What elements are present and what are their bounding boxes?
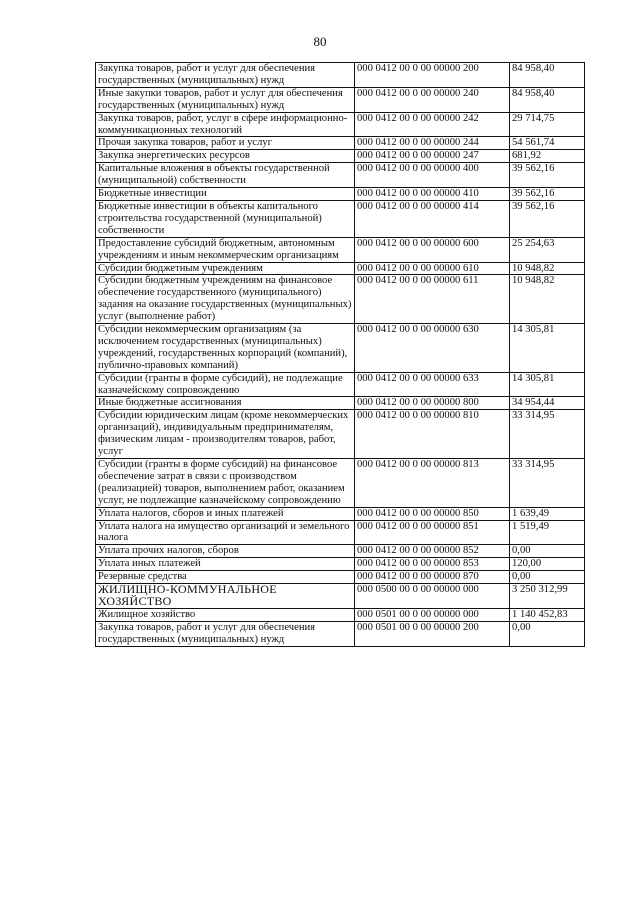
expense-name: Уплата налогов, сборов и иных платежей bbox=[96, 507, 355, 520]
table-row bbox=[96, 324, 585, 373]
expense-name: Субсидии (гранты в форме субсидий) на финансовое обеспечение затрат в связи с производством (реализацией) товаров, выполнением работ, оказанием услуг, не подлежащие казначейскому сопровождению bbox=[96, 459, 355, 508]
expense-name: Жилищное хозяйство bbox=[96, 608, 355, 621]
budget-code: 000 0412 00 0 00 00000 610 bbox=[355, 262, 510, 275]
table-row bbox=[96, 507, 585, 520]
budget-code: 000 0412 00 0 00 00000 870 bbox=[355, 571, 510, 584]
expense-name: Бюджетные инвестиции bbox=[96, 188, 355, 201]
amount: 0,00 bbox=[510, 621, 585, 646]
table-row bbox=[96, 237, 585, 262]
amount: 34 954,44 bbox=[510, 397, 585, 410]
expense-name: Предоставление субсидий бюджетным, автономным учреждениям и иным некоммерческим организациям bbox=[96, 237, 355, 262]
table-row bbox=[96, 87, 585, 112]
expense-name: Закупка товаров, работ и услуг для обеспечения государственных (муниципальных) нужд bbox=[96, 63, 355, 88]
amount: 84 958,40 bbox=[510, 87, 585, 112]
expense-name: Резервные средства bbox=[96, 571, 355, 584]
amount: 39 562,16 bbox=[510, 163, 585, 188]
budget-code: 000 0412 00 0 00 00000 633 bbox=[355, 372, 510, 397]
budget-code: 000 0412 00 0 00 00000 800 bbox=[355, 397, 510, 410]
expense-name: Иные закупки товаров, работ и услуг для обеспечения государственных (муниципальных) нужд bbox=[96, 87, 355, 112]
table-row bbox=[96, 137, 585, 150]
expense-name: Прочая закупка товаров, работ и услуг bbox=[96, 137, 355, 150]
table-row bbox=[96, 397, 585, 410]
table-row bbox=[96, 608, 585, 621]
table-row bbox=[96, 558, 585, 571]
budget-code: 000 0412 00 0 00 00000 850 bbox=[355, 507, 510, 520]
expense-name: Закупка энергетических ресурсов bbox=[96, 150, 355, 163]
budget-code: 000 0412 00 0 00 00000 247 bbox=[355, 150, 510, 163]
budget-code: 000 0412 00 0 00 00000 851 bbox=[355, 520, 510, 545]
amount: 33 314,95 bbox=[510, 410, 585, 459]
amount: 39 562,16 bbox=[510, 188, 585, 201]
amount: 10 948,82 bbox=[510, 262, 585, 275]
table-row bbox=[96, 63, 585, 88]
expense-name: Субсидии бюджетным учреждениям на финансовое обеспечение государственного (муниципального) задания на оказание государственных (муниципальных) услуг (выполнение работ) bbox=[96, 275, 355, 324]
table-row bbox=[96, 459, 585, 508]
amount: 10 948,82 bbox=[510, 275, 585, 324]
table-row bbox=[96, 188, 585, 201]
budget-code: 000 0500 00 0 00 00000 000 bbox=[355, 584, 510, 609]
amount: 681,92 bbox=[510, 150, 585, 163]
budget-code: 000 0412 00 0 00 00000 813 bbox=[355, 459, 510, 508]
budget-code: 000 0412 00 0 00 00000 410 bbox=[355, 188, 510, 201]
expense-name: Иные бюджетные ассигнования bbox=[96, 397, 355, 410]
expense-name: Закупка товаров, работ и услуг для обеспечения государственных (муниципальных) нужд bbox=[96, 621, 355, 646]
budget-code: 000 0412 00 0 00 00000 853 bbox=[355, 558, 510, 571]
amount: 0,00 bbox=[510, 571, 585, 584]
table-row bbox=[96, 112, 585, 137]
table-row bbox=[96, 200, 585, 237]
amount: 39 562,16 bbox=[510, 200, 585, 237]
budget-code: 000 0412 00 0 00 00000 611 bbox=[355, 275, 510, 324]
budget-code: 000 0412 00 0 00 00000 244 bbox=[355, 137, 510, 150]
expense-name: Бюджетные инвестиции в объекты капитального строительства государственной (муниципальной) собственности bbox=[96, 200, 355, 237]
budget-code: 000 0412 00 0 00 00000 200 bbox=[355, 63, 510, 88]
page-number: 80 bbox=[313, 34, 327, 49]
amount: 120,00 bbox=[510, 558, 585, 571]
expense-name: Субсидии юридическим лицам (кроме некоммерческих организаций), индивидуальным предпринимателям, физическим лицам - производителям товаров, работ, услуг bbox=[96, 410, 355, 459]
table-row bbox=[96, 520, 585, 545]
amount: 1 140 452,83 bbox=[510, 608, 585, 621]
budget-code: 000 0412 00 0 00 00000 852 bbox=[355, 545, 510, 558]
amount: 33 314,95 bbox=[510, 459, 585, 508]
expense-name: Уплата иных платежей bbox=[96, 558, 355, 571]
budget-code: 000 0501 00 0 00 00000 000 bbox=[355, 608, 510, 621]
table-row bbox=[96, 275, 585, 324]
expense-name: Субсидии (гранты в форме субсидий), не подлежащие казначейскому сопровождению bbox=[96, 372, 355, 397]
budget-code: 000 0412 00 0 00 00000 810 bbox=[355, 410, 510, 459]
table-row bbox=[96, 262, 585, 275]
table-row bbox=[96, 545, 585, 558]
table-row bbox=[96, 410, 585, 459]
amount: 25 254,63 bbox=[510, 237, 585, 262]
amount: 54 561,74 bbox=[510, 137, 585, 150]
expense-name: Капитальные вложения в объекты государственной (муниципальной) собственности bbox=[96, 163, 355, 188]
budget-code: 000 0412 00 0 00 00000 242 bbox=[355, 112, 510, 137]
amount: 14 305,81 bbox=[510, 372, 585, 397]
expense-name: Субсидии некоммерческим организациям (за исключением государственных (муниципальных) учреждений, государственных корпораций (компаний), публично-правовых компаний) bbox=[96, 324, 355, 373]
section-row bbox=[96, 584, 585, 609]
expense-name: Уплата прочих налогов, сборов bbox=[96, 545, 355, 558]
budget-code: 000 0412 00 0 00 00000 414 bbox=[355, 200, 510, 237]
amount: 0,00 bbox=[510, 545, 585, 558]
table-body bbox=[96, 63, 585, 647]
amount: 3 250 312,99 bbox=[510, 584, 585, 609]
amount: 29 714,75 bbox=[510, 112, 585, 137]
budget-code: 000 0412 00 0 00 00000 240 bbox=[355, 87, 510, 112]
table-row bbox=[96, 150, 585, 163]
expense-name: Субсидии бюджетным учреждениям bbox=[96, 262, 355, 275]
amount: 1 639,49 bbox=[510, 507, 585, 520]
budget-code: 000 0412 00 0 00 00000 630 bbox=[355, 324, 510, 373]
amount: 1 519,49 bbox=[510, 520, 585, 545]
expense-name: Закупка товаров, работ, услуг в сфере информационно-коммуникационных технологий bbox=[96, 112, 355, 137]
budget-code: 000 0501 00 0 00 00000 200 bbox=[355, 621, 510, 646]
table-row bbox=[96, 163, 585, 188]
table-row bbox=[96, 621, 585, 646]
budget-code: 000 0412 00 0 00 00000 600 bbox=[355, 237, 510, 262]
table-row bbox=[96, 372, 585, 397]
budget-code: 000 0412 00 0 00 00000 400 bbox=[355, 163, 510, 188]
expense-name: Уплата налога на имущество организаций и земельного налога bbox=[96, 520, 355, 545]
amount: 84 958,40 bbox=[510, 63, 585, 88]
budget-expenditure-table bbox=[95, 62, 585, 647]
amount: 14 305,81 bbox=[510, 324, 585, 373]
section-name: ЖИЛИЩНО-КОММУНАЛЬНОЕ ХОЗЯЙСТВО bbox=[96, 584, 355, 609]
